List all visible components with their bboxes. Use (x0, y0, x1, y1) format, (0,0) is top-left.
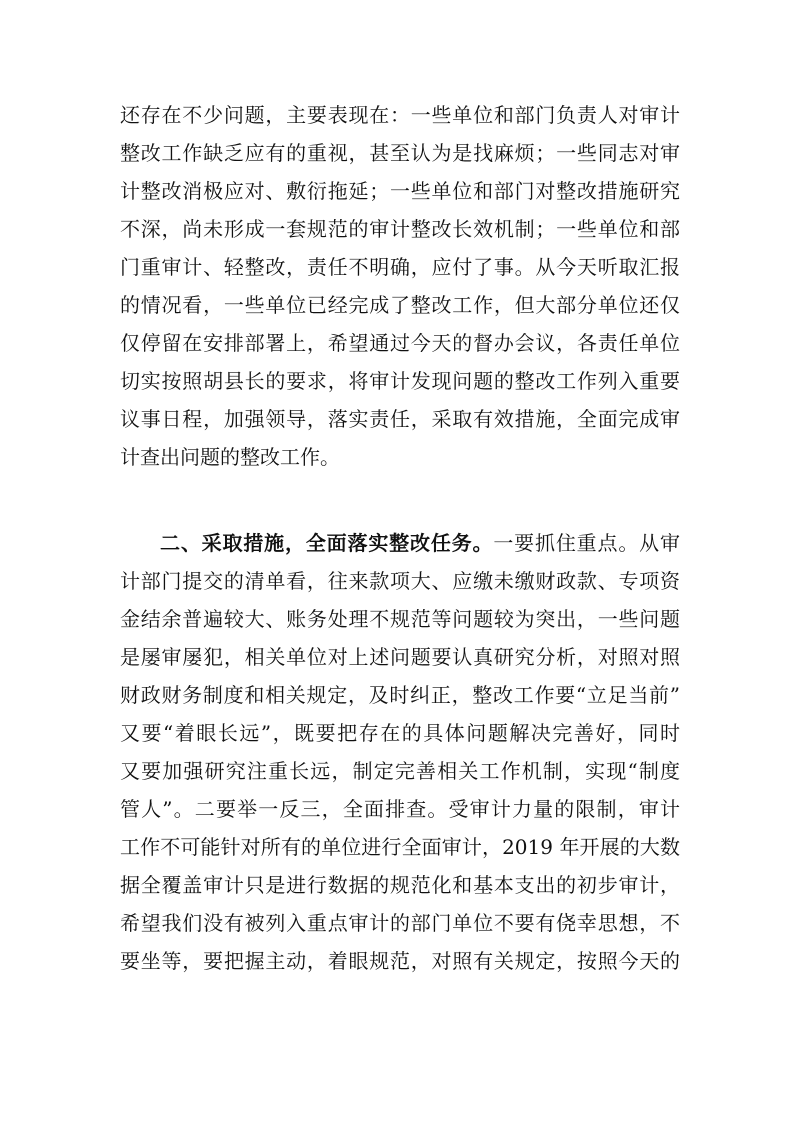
text-line: 切实按照胡县长的要求，将审计发现问题的整改工作列入重要 (120, 369, 680, 393)
text-line: 计部门提交的清单看，往来款项大、应缴未缴财政款、专项资 (120, 569, 680, 593)
text-line: 还存在不少问题，主要表现在：一些单位和部门负责人对审计 (120, 103, 680, 127)
text-line: 的情况看，一些单位已经完成了整改工作，但大部分单位还仅 (120, 293, 680, 317)
text-line: 仅停留在安排部署上，希望通过今天的督办会议，各责任单位 (120, 331, 680, 355)
text-line: 议事日程，加强领导，落实责任，采取有效措施，全面完成审 (120, 407, 680, 431)
section-heading: 二、采取措施，全面落实整改任务。 (160, 531, 494, 555)
text-line: 是屡审屡犯，相关单位对上述问题要认真研究分析，对照对照 (120, 645, 680, 669)
text-line: 整改工作缺乏应有的重视，甚至认为是找麻烦；一些同志对审 (120, 141, 680, 165)
text-line: 又要“着眼长远”，既要把存在的具体问题解决完善好，同时 (120, 721, 680, 745)
text-line: 工作不可能针对所有的单位进行全面审计，2019 年开展的大数 (120, 835, 680, 859)
text-line: 希望我们没有被列入重点审计的部门单位不要有侥幸思想，不 (120, 911, 680, 935)
text-line: 门重审计、轻整改，责任不明确，应付了事。从今天听取汇报 (120, 255, 680, 279)
text-line: 据全覆盖审计只是进行数据的规范化和基本支出的初步审计， (120, 873, 680, 897)
text-run: 一要抓住重点。从审 (493, 531, 681, 555)
paragraph-1 (120, 96, 680, 476)
paragraph-2 (120, 524, 680, 980)
text-line: 又要加强研究注重长远，制定完善相关工作机制，实现“制度 (120, 759, 680, 783)
text-line: 计查出问题的整改工作。 (120, 445, 340, 469)
text-line: 计整改消极应对、敷衍拖延；一些单位和部门对整改措施研究 (120, 179, 680, 203)
text-line-first (120, 524, 680, 562)
text-line: 不深，尚未形成一套规范的审计整改长效机制；一些单位和部 (120, 217, 680, 241)
text-line: 管人”。二要举一反三，全面排查。受审计力量的限制，审计 (120, 797, 680, 821)
text-line: 金结余普遍较大、账务处理不规范等问题较为突出，一些问题 (120, 607, 680, 631)
text-line: 财政财务制度和相关规定，及时纠正，整改工作要“立足当前” (120, 683, 680, 707)
text-line: 要坐等，要把握主动，着眼规范，对照有关规定，按照今天的 (120, 949, 680, 973)
